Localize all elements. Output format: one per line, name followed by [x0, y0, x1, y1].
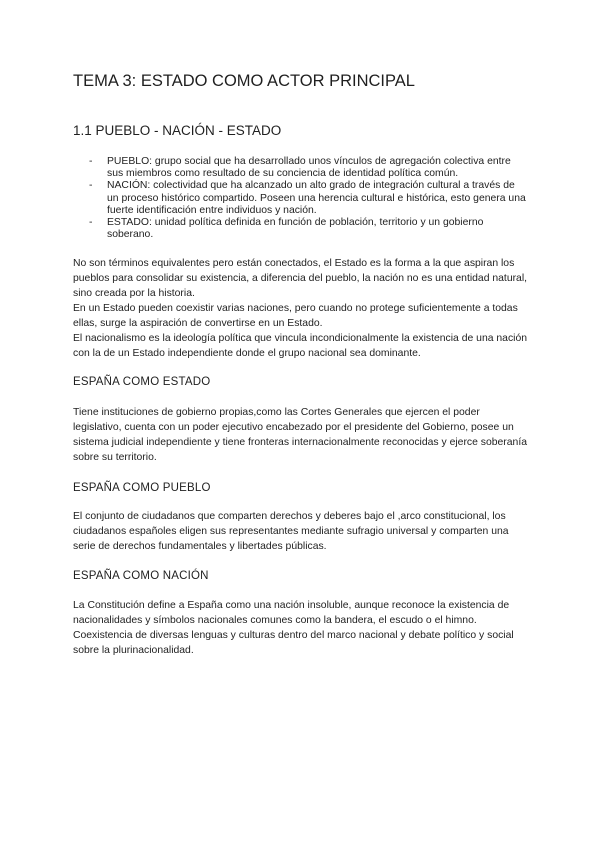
section-heading-pueblo: ESPAÑA COMO PUEBLO	[73, 482, 211, 494]
intro-paragraph: En un Estado pueden coexistir varias naciones, pero cuando no protege suficientemente a todas ellas, surge la aspiración de convertirse en un Estado.	[73, 303, 518, 329]
intro-text	[73, 256, 528, 361]
bullet-marker: -	[89, 156, 93, 167]
bullet-marker: -	[89, 180, 93, 192]
document-title: TEMA 3: ESTADO COMO ACTOR PRINCIPAL	[73, 72, 415, 90]
bullet-marker: -	[89, 217, 93, 229]
section-paragraph: Tiene instituciones de gobierno propias,como las Cortes Generales que ejercen el poder legislativo, cuenta con un poder ejecutivo encabezado por el presidente del Gobierno, posee un sistema judicial independiente y tiene fronteras internacionalmente reconocidas y ejerce soberanía sobre su territorio.	[73, 407, 527, 463]
section-body-nacion	[73, 598, 528, 658]
section-paragraph: La Constitución define a España como una nación insoluble, aunque reconoce la existencia de nacionalidades y símbolos nacionales comunes como la bandera, el escudo o el himno. Coexistencia de diversas lenguas y culturas dentro del marco nacional y debate político y social sobre la plurinacionalidad.	[73, 600, 514, 656]
list-item-text: ESTADO: unidad política definida en función de población, territorio y un gobierno soberano.	[107, 217, 484, 241]
list-item-estado	[73, 217, 528, 241]
section-heading-estado: ESPAÑA COMO ESTADO	[73, 376, 211, 388]
intro-paragraph: No son términos equivalentes pero están conectados, el Estado es la forma a la que aspiran los pueblos para consolidar su existencia, a diferencia del pueblo, la nación no es una entidad natural, sino creada por la historia.	[73, 258, 528, 299]
section-body-estado	[73, 405, 528, 465]
list-item-text: PUEBLO: grupo social que ha desarrollado unos vínculos de agregación colectiva entre sus miembros como resultado de su conciencia de identidad política común.	[107, 156, 511, 180]
list-item-text: NACIÓN: colectividad que ha alcanzado un alto grado de integración cultural a través de un proceso histórico compartido. Poseen una herencia cultural e histórica, esto genera una fuerte identificación entre individuos y nación.	[107, 180, 526, 216]
definition-list	[73, 156, 528, 241]
section-paragraph: El conjunto de ciudadanos que comparten derechos y deberes bajo el ,arco constitucional, los ciudadanos españoles eligen sus representantes mediante sufragio universal y comparten una serie de derechos fundamentales y libertades públicas.	[73, 511, 509, 552]
list-item-pueblo	[73, 156, 528, 180]
section-subtitle: 1.1 PUEBLO - NACIÓN - ESTADO	[73, 123, 282, 138]
list-item-nacion	[73, 180, 528, 217]
section-heading-nacion: ESPAÑA COMO NACIÓN	[73, 570, 209, 582]
section-body-pueblo	[73, 509, 528, 554]
intro-paragraph: El nacionalismo es la ideología política que vincula incondicionalmente la existencia de una nación con la de un Estado independiente donde el grupo nacional sea dominante.	[73, 333, 528, 359]
